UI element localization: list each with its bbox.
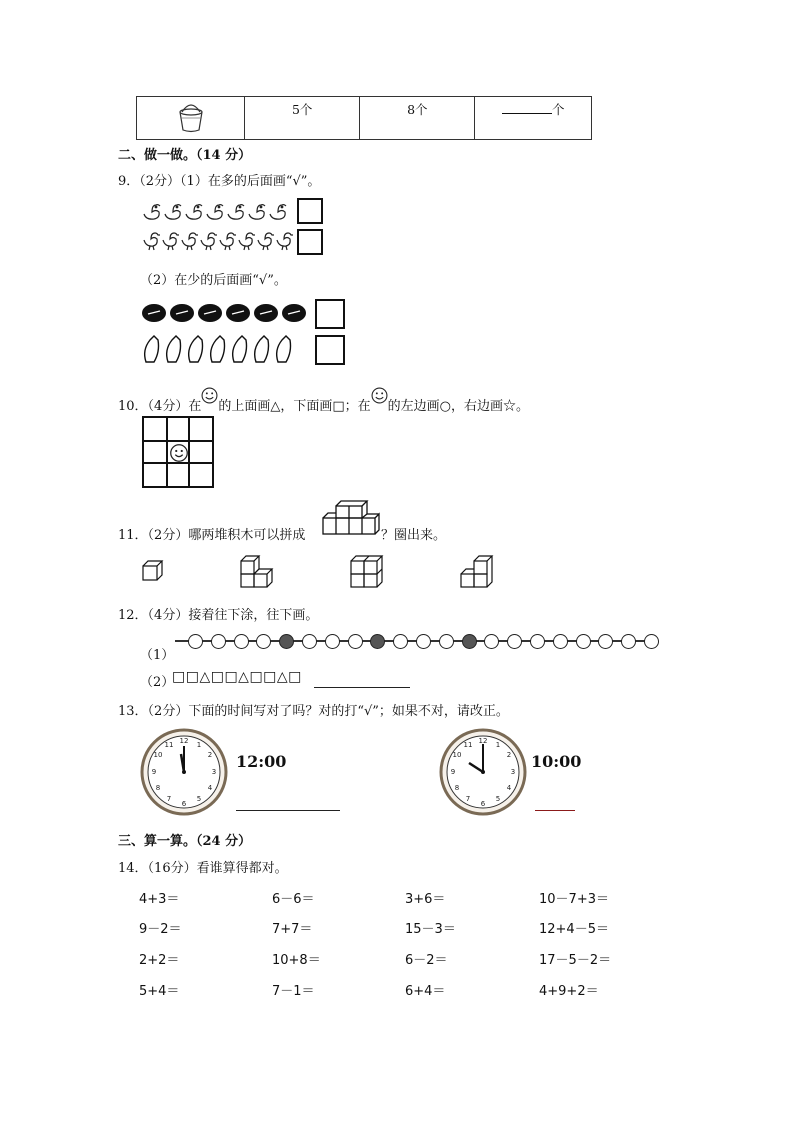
shape-sequence: □□△□□△□□△□: [172, 669, 302, 685]
count-cell-3: [475, 97, 592, 140]
calc-problem[interactable]: 6+4＝: [405, 984, 446, 999]
calc-problem[interactable]: 12+4－5＝: [539, 922, 609, 937]
bead-empty[interactable]: [234, 634, 249, 649]
svg-text:8: 8: [155, 784, 161, 792]
bead-empty[interactable]: [256, 634, 271, 649]
bead-empty[interactable]: [188, 634, 203, 649]
bead-filled[interactable]: [370, 634, 385, 649]
bead-empty[interactable]: [507, 634, 522, 649]
unit-label: 个: [551, 102, 565, 117]
calc-problem[interactable]: 10－7+3＝: [539, 892, 609, 907]
leaf-row: [142, 304, 306, 322]
svg-text:6: 6: [181, 800, 187, 808]
answer-box-chicks[interactable]: [297, 229, 323, 255]
q10-text-c: 的左边画○，右边画☆。: [387, 399, 529, 414]
svg-text:12: 12: [478, 737, 488, 745]
bead-empty[interactable]: [530, 634, 545, 649]
svg-text:2: 2: [506, 751, 512, 759]
bead-empty[interactable]: [211, 634, 226, 649]
svg-text:10: 10: [452, 751, 462, 759]
q11-title-b: ？圈出来。: [381, 528, 447, 543]
grid-center-smiley: [168, 442, 192, 466]
svg-text:5: 5: [495, 795, 501, 803]
bead-empty[interactable]: [348, 634, 363, 649]
top-table: [136, 96, 592, 140]
clock2-time-label: 10:00: [531, 752, 582, 771]
q10-text-a: 10．（4分）在: [118, 399, 202, 414]
q9-title: 9．（2分）（1）在多的后面画“√”。: [118, 174, 321, 189]
svg-text:11: 11: [164, 741, 174, 749]
answer-box-ducks[interactable]: [297, 198, 323, 224]
bead-empty[interactable]: [416, 634, 431, 649]
bead-empty[interactable]: [325, 634, 340, 649]
svg-text:4: 4: [506, 784, 512, 792]
smiley-icon: [201, 387, 218, 408]
clock1-time-label: 12:00: [236, 752, 287, 771]
bead-empty[interactable]: [598, 634, 613, 649]
svg-text:1: 1: [495, 741, 501, 749]
q14-title: 14．（16分）看谁算得都对。: [118, 861, 288, 876]
duck-row: [144, 205, 286, 219]
q10-text-b: 的上面画△，下面画□；在: [218, 399, 371, 414]
bead-empty[interactable]: [302, 634, 317, 649]
bucket-cell: [137, 97, 245, 140]
q12-label-1: （1）: [140, 648, 175, 663]
calc-problem[interactable]: 7－1＝: [272, 984, 315, 999]
count-cell-1: 5个: [245, 97, 360, 140]
bead-filled[interactable]: [462, 634, 477, 649]
q9-animals: [140, 200, 295, 256]
svg-text:4: 4: [207, 784, 213, 792]
q9-items: [140, 300, 310, 366]
q12-title: 12．（4分）接着往下涂，往下画。: [118, 608, 319, 623]
chick-row: [144, 233, 293, 250]
block-square-icon[interactable]: [350, 555, 384, 589]
clock1-answer-line[interactable]: [236, 810, 340, 811]
answer-box-leaves[interactable]: [315, 299, 345, 329]
calc-problem[interactable]: 10+8＝: [272, 953, 321, 968]
block-stack-target-icon: [322, 500, 380, 536]
calc-problem[interactable]: 5+4＝: [139, 984, 180, 999]
q9-sub2: （2）在少的后面画“√”。: [140, 273, 287, 288]
svg-text:7: 7: [166, 795, 172, 803]
svg-text:11: 11: [463, 741, 473, 749]
block-single-icon[interactable]: [142, 560, 164, 582]
calc-problem[interactable]: 6－2＝: [405, 953, 448, 968]
smiley-icon: [168, 442, 190, 464]
bead-empty[interactable]: [484, 634, 499, 649]
bucket-icon: [176, 100, 206, 134]
calc-problem[interactable]: 15－3＝: [405, 922, 456, 937]
calc-problem[interactable]: 4+3＝: [139, 892, 180, 907]
calc-problem[interactable]: 2+2＝: [139, 953, 180, 968]
calc-problem[interactable]: 17－5－2＝: [539, 953, 612, 968]
svg-text:10: 10: [153, 751, 163, 759]
svg-text:8: 8: [454, 784, 460, 792]
bead-empty[interactable]: [621, 634, 636, 649]
q12-label-2: （2）: [140, 675, 175, 690]
svg-text:6: 6: [480, 800, 486, 808]
svg-text:1: 1: [196, 741, 202, 749]
calc-problem[interactable]: 7+7＝: [272, 922, 313, 937]
q11-title-a: 11．（2分）哪两堆积木可以拼成: [118, 528, 306, 543]
svg-text:9: 9: [450, 768, 456, 776]
clock2-answer-line[interactable]: [535, 810, 575, 811]
section2-heading: 二、做一做。（14 分）: [118, 148, 252, 163]
answer-box-eggplants[interactable]: [315, 335, 345, 365]
svg-text:5: 5: [196, 795, 202, 803]
calc-problem[interactable]: 4+9+2＝: [539, 984, 599, 999]
q10-grid: [142, 416, 214, 488]
count-cell-2: 8个: [360, 97, 475, 140]
bead-empty[interactable]: [644, 634, 659, 649]
q13-title: 13．（2分）下面的时间写对了吗？对的打“√”；如果不对，请改正。: [118, 704, 509, 719]
bead-empty[interactable]: [553, 634, 568, 649]
svg-text:7: 7: [465, 795, 471, 803]
svg-text:3: 3: [211, 768, 217, 776]
eggplant-row: [145, 336, 291, 362]
answer-blank[interactable]: [502, 101, 552, 114]
block-l-shape-icon[interactable]: [240, 555, 274, 589]
svg-text:12: 12: [179, 737, 189, 745]
bead-empty[interactable]: [393, 634, 408, 649]
q10-title: [118, 387, 529, 414]
block-step-icon[interactable]: [460, 555, 494, 589]
bead-filled[interactable]: [279, 634, 294, 649]
section3-heading: 三、算一算。（24 分）: [118, 834, 252, 849]
svg-text:9: 9: [151, 768, 157, 776]
calc-problem[interactable]: 3+6＝: [405, 892, 446, 907]
calc-problem[interactable]: 9－2＝: [139, 922, 182, 937]
svg-text:2: 2: [207, 751, 213, 759]
q12-answer-line[interactable]: [314, 687, 410, 688]
bead-empty[interactable]: [439, 634, 454, 649]
calc-problem[interactable]: 6－6＝: [272, 892, 315, 907]
clock-icon: [138, 726, 230, 818]
bead-empty[interactable]: [576, 634, 591, 649]
smiley-icon: [371, 387, 388, 408]
clock-icon: [437, 726, 529, 818]
svg-text:3: 3: [510, 768, 516, 776]
